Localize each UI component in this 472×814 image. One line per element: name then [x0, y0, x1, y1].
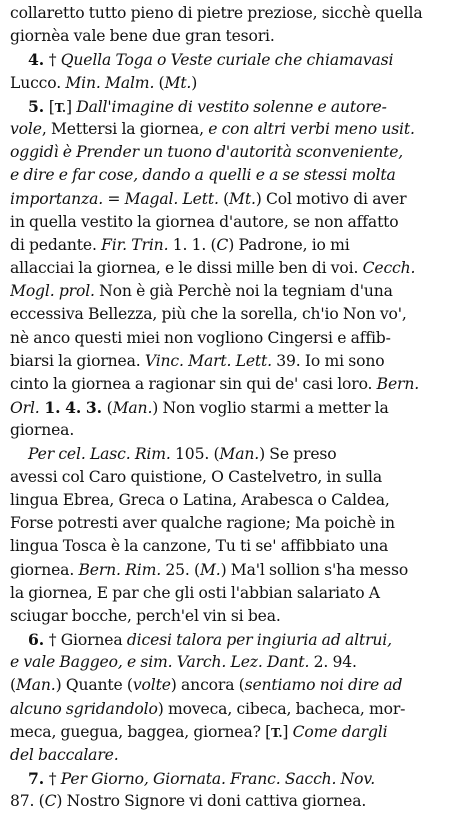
text-run: Mt.	[229, 189, 256, 208]
text-line	[10, 651, 462, 674]
text-line	[10, 419, 462, 442]
text-run: Man.	[219, 444, 260, 463]
text-run: Mt.	[164, 73, 192, 92]
text-run: 39. Io mi sono	[271, 351, 385, 370]
text-line	[10, 790, 462, 813]
text-line	[10, 141, 462, 164]
text-line	[10, 582, 462, 605]
text-run: ]	[282, 722, 293, 741]
text-run: ) Non voglio starmi a metter la	[152, 399, 389, 418]
text-line	[10, 721, 462, 744]
text-run: Non è già Perchè noi la tegniam d'una	[94, 282, 393, 301]
text-run: Bern. Rim.	[78, 560, 162, 579]
text-run: collaretto tutto pieno di pietre preziose, sicchè quella	[10, 4, 423, 22]
text-run: di pedante.	[10, 235, 102, 254]
text-run: ) moveca, cibeca, bacheca, mor-	[157, 699, 406, 718]
text-run: Varch. Lez. Dant.	[176, 653, 310, 672]
text-run: dicesi talora per ingiuria ad altrui,	[126, 631, 392, 650]
text-run: (	[106, 399, 113, 418]
text-run: lingua Tosca è la canzone, Tu ti se' affibbiato una	[10, 537, 389, 556]
text-run: cinto la giornea a ragionar sin qui de' casi loro.	[10, 375, 377, 393]
text-run: †	[48, 770, 61, 789]
text-run: )	[191, 73, 198, 92]
text-run: †	[48, 51, 61, 70]
text-run: Come dargli	[292, 722, 388, 741]
text-run: ) Ma'l sollion s'ha messo	[220, 560, 409, 579]
text-run: meca, guegua, baggea, giornea? [	[10, 722, 272, 741]
text-run: 2. 94.	[309, 653, 357, 672]
text-line	[10, 628, 462, 651]
text-line	[10, 744, 462, 767]
text-line	[10, 48, 462, 71]
text-run: Vinc. Mart. Lett.	[144, 351, 272, 370]
text-run: ) Nostro Signore vi doni cattiva giornea.	[56, 792, 367, 811]
text-run: 1. 4. 3.	[39, 398, 107, 418]
text-run: eccessiva Bellezza, più che la sorella, ch'io Non vo',	[10, 305, 407, 324]
text-run: Bern.	[376, 375, 420, 393]
text-line	[10, 559, 462, 582]
text-run: biarsi la giornea.	[10, 351, 145, 370]
text-run: volte	[132, 676, 171, 695]
text-line	[10, 466, 462, 489]
text-run: Cecch.	[362, 259, 416, 278]
text-line	[10, 396, 462, 419]
text-run: [	[48, 97, 55, 116]
text-run: ) Quante (	[55, 676, 133, 695]
text-run: Man.	[15, 676, 56, 695]
text-line	[10, 257, 462, 280]
text-run: 87. (	[10, 792, 45, 811]
text-run: giornea.	[10, 421, 75, 440]
text-line	[10, 211, 462, 234]
text-run: nè anco questi miei non vogliono Cingersi e affib-	[10, 328, 391, 347]
text-line	[10, 605, 462, 628]
text-line	[10, 698, 462, 721]
text-run: Min. Malm.	[65, 73, 155, 92]
text-run: Lucco.	[10, 73, 66, 92]
text-run: Dall'imagine di vestito solenne e autore-	[76, 97, 387, 116]
text-line	[10, 489, 462, 512]
text-line	[10, 25, 462, 48]
text-run: 7.	[28, 769, 49, 789]
text-run: 4.	[28, 50, 49, 70]
text-run: sentiamo noi dire ad	[244, 676, 403, 695]
text-run: ) Padrone, io mi	[228, 235, 350, 254]
text-run: Orl.	[10, 399, 40, 418]
text-line	[10, 535, 462, 558]
text-run: Per Giorno, Giornata.	[60, 770, 226, 789]
text-run: Quella Toga o Veste curiale che chiamavasi	[60, 51, 394, 70]
text-run: e con altri verbi meno usit.	[208, 119, 415, 138]
text-run: allacciai la giornea, e le dissi mille ben di voi.	[10, 259, 363, 278]
text-run: M.	[199, 560, 221, 579]
text-line	[10, 674, 462, 697]
text-line	[10, 767, 462, 790]
text-line	[10, 164, 462, 187]
text-run: Fir. Trin.	[101, 235, 169, 254]
text-run: la giornea, E par che gli osti l'abbian salariato A	[10, 583, 380, 602]
text-run: ) Se preso	[259, 444, 337, 463]
text-run: alcuno sgridandolo	[10, 699, 158, 718]
text-run: (	[10, 676, 16, 695]
text-run: =	[103, 189, 125, 208]
text-line	[10, 327, 462, 350]
text-run: , Mettersi la giornea,	[41, 119, 209, 138]
text-run: C	[216, 235, 229, 254]
text-run: vole	[10, 119, 42, 138]
text-run: oggidì è Prender un tuono d'autorità sconveniente,	[10, 143, 404, 162]
text-line	[10, 350, 462, 373]
text-run: in quella vestito la giornea d'autore, se non affatto	[10, 212, 399, 231]
text-line	[10, 443, 462, 466]
text-run: 5.	[28, 96, 49, 116]
text-run: ) Col motivo di aver	[255, 189, 407, 208]
text-run: 105. (	[170, 444, 220, 463]
text-run: ]	[65, 97, 77, 116]
text-run: T.	[54, 100, 66, 115]
text-run: giornea.	[10, 560, 79, 579]
text-run: 6.	[28, 630, 49, 650]
text-run: C	[44, 792, 57, 811]
text-run: Mogl. prol.	[10, 282, 95, 301]
text-line	[10, 373, 462, 396]
text-run: Magal. Lett.	[124, 189, 219, 208]
text-run: e vale Baggeo, e sim.	[10, 653, 173, 672]
text-run: 1. 1. (	[168, 235, 217, 254]
text-run: importanza.	[10, 189, 104, 208]
text-run: T.	[271, 725, 283, 740]
text-run: Man.	[112, 399, 153, 418]
text-run: del baccalare.	[10, 746, 119, 764]
text-line	[10, 118, 462, 141]
text-run: (	[154, 73, 165, 92]
text-line	[10, 188, 462, 211]
text-run: ) ancora (	[170, 676, 245, 695]
text-line	[10, 512, 462, 535]
text-run: (	[218, 189, 230, 208]
text-line	[10, 2, 462, 25]
text-run: e dire e far cose, dando a quelli e a se stessi molta	[10, 166, 396, 185]
text-run: † Giornea	[48, 631, 127, 650]
text-run: Forse potresti aver qualche ragione; Ma poichè in	[10, 514, 395, 533]
text-line	[10, 72, 462, 95]
text-run: avessi col Caro quistione, O Castelvetro, in sulla	[10, 467, 383, 486]
text-run: giornèa vale bene due gran tesori.	[10, 27, 275, 46]
text-line	[10, 95, 462, 118]
text-line	[10, 303, 462, 326]
text-line	[10, 280, 462, 303]
text-run: Franc. Sacch. Nov.	[230, 770, 376, 789]
text-line	[10, 234, 462, 257]
text-run: Per cel. Lasc. Rim.	[28, 444, 171, 463]
text-run: sciugar bocche, perch'el vin si bea.	[10, 606, 281, 625]
text-run: lingua Ebrea, Greca o Latina, Arabesca o Caldea,	[10, 490, 390, 509]
text-run: 25. (	[161, 560, 200, 579]
